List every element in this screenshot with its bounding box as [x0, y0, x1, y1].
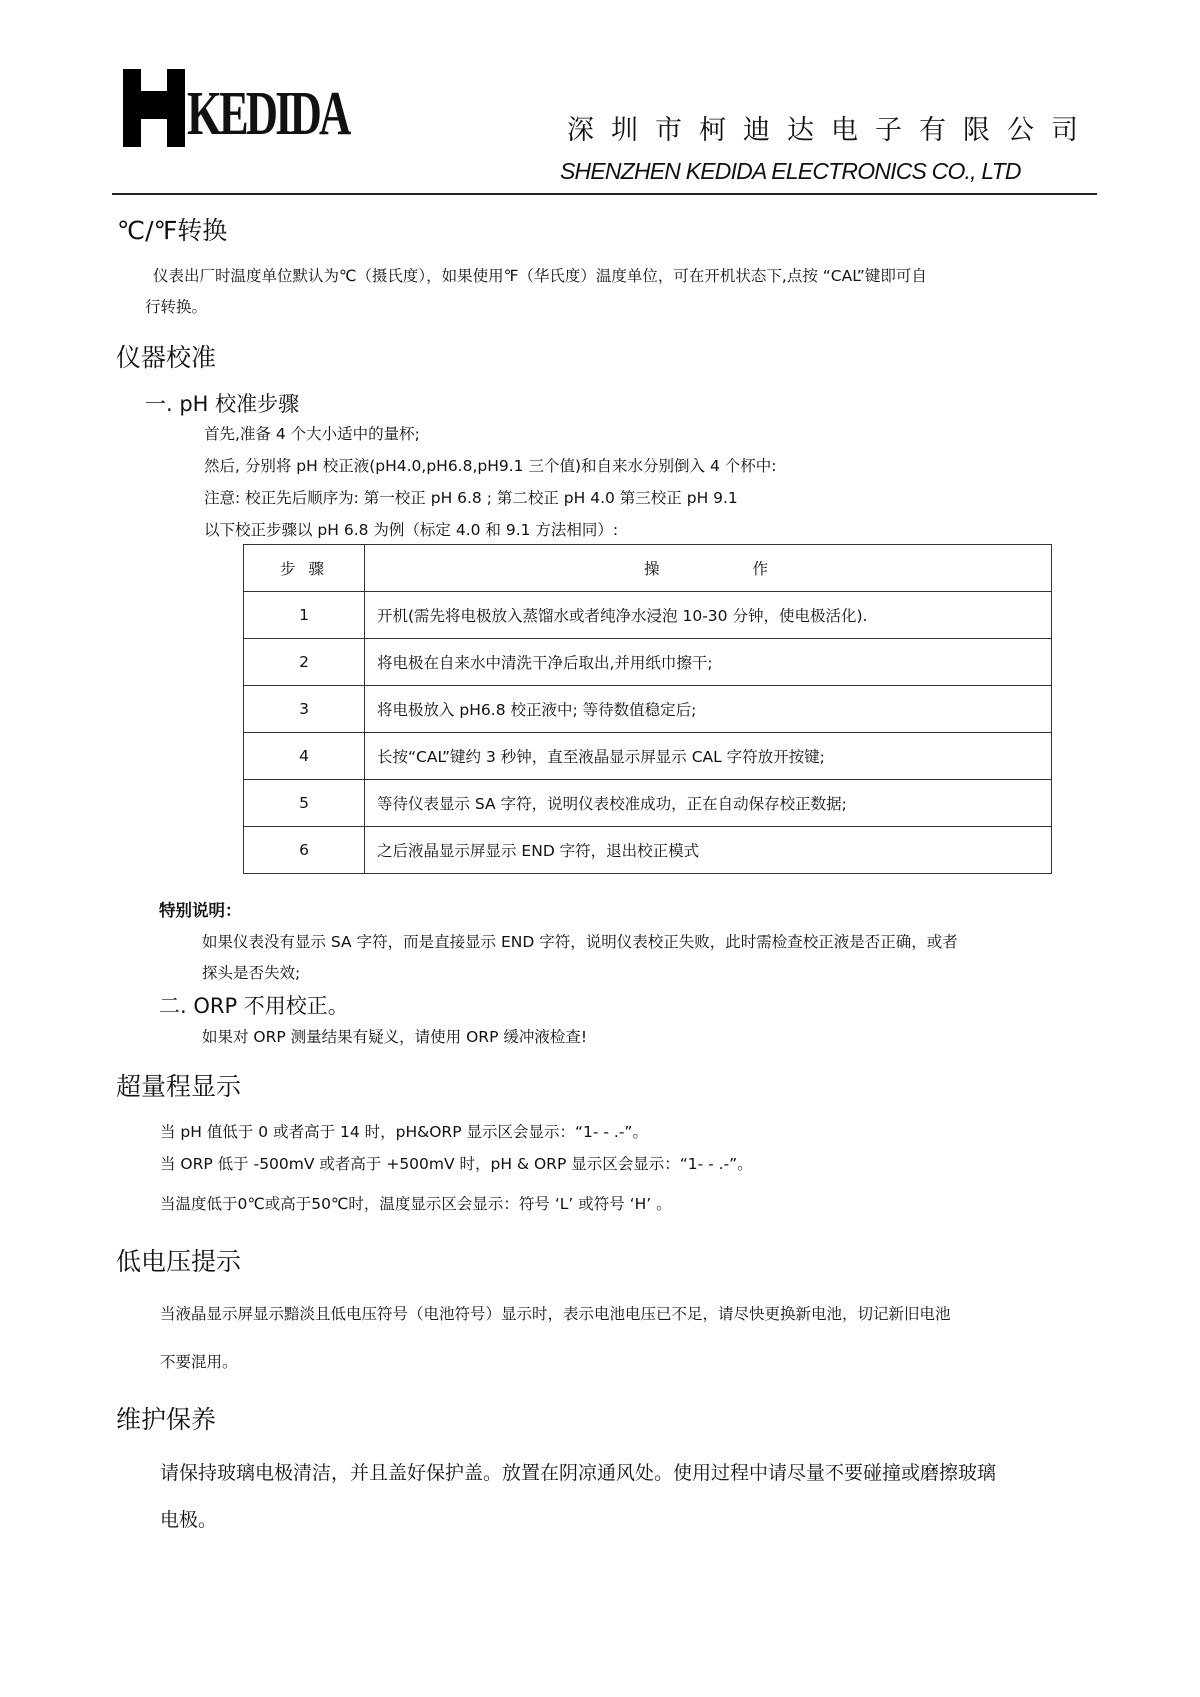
overrange-line: 当 ORP 低于 -500mV 或者高于 +500mV 时，pH & ORP 显示区会显示：“1- - .-”。: [160, 1155, 753, 1173]
temp-paragraph-line1: 仪表出厂时温度单位默认为℃（摄氏度），如果使用℉（华氏度）温度单位，可在开机状态下,点按 “CAL”键即可自: [153, 267, 927, 285]
calibration-line: 然后, 分别将 pH 校正液(pH4.0,pH6.8,pH9.1 三个值)和自来水分别倒入 4 个杯中:: [204, 457, 777, 475]
step-number: 3: [244, 686, 365, 733]
table-row: [244, 733, 1052, 780]
low-voltage-line2: 不要混用。: [160, 1353, 238, 1371]
step-operation: 之后液晶显示屏显示 END 字符，退出校正模式: [365, 827, 1052, 874]
logo-mark-icon: [123, 69, 185, 147]
orp-line: 如果对 ORP 测量结果有疑义，请使用 ORP 缓冲液检查!: [202, 1028, 588, 1046]
calibration-line: 以下校正步骤以 pH 6.8 为例（标定 4.0 和 9.1 方法相同）:: [204, 521, 619, 539]
special-note-line1: 如果仪表没有显示 SA 字符，而是直接显示 END 字符，说明仪表校正失败，此时需检查校正液是否正确，或者: [202, 933, 958, 951]
step-number: 5: [244, 780, 365, 827]
special-note-title: 特别说明：: [159, 901, 242, 920]
company-logo: [123, 69, 363, 147]
maintenance-line1: 请保持玻璃电极清洁，并且盖好保护盖。放置在阴凉通风处。使用过程中请尽量不要碰撞或磨擦玻璃: [160, 1462, 997, 1484]
table-row: [244, 639, 1052, 686]
overrange-line: 当 pH 值低于 0 或者高于 14 时，pH&ORP 显示区会显示：“1- - .-”。: [160, 1123, 648, 1141]
step-operation: 长按“CAL”键约 3 秒钟，直至液晶显示屏显示 CAL 字符放开按键;: [365, 733, 1052, 780]
company-name-cn: 深圳市柯迪达电子有限公司: [567, 115, 1095, 146]
step-operation: 将电极在自来水中清洗干净后取出,并用纸巾擦干;: [365, 639, 1052, 686]
calibration-line: 首先,准备 4 个大小适中的量杯;: [204, 425, 420, 443]
table-row: [244, 686, 1052, 733]
table-row: [244, 827, 1052, 874]
overrange-line: 当温度低于0℃或高于50℃时，温度显示区会显示：符号 ‘L’ 或符号 ‘H’ 。: [160, 1195, 672, 1213]
company-name-en: SHENZHEN KEDIDA ELECTRONICS CO., LTD: [560, 158, 1021, 184]
orp-title: 二. ORP 不用校正。: [159, 994, 349, 1018]
header-divider: [112, 193, 1097, 195]
maintenance-line2: 电极。: [160, 1509, 218, 1531]
section-title-overrange: 超量程显示: [116, 1072, 242, 1101]
section-title-calibration: 仪器校准: [116, 343, 217, 372]
step-operation: 开机(需先将电极放入蒸馏水或者纯净水浸泡 10-30 分钟，使电极活化).: [365, 592, 1052, 639]
logo-text: KEDIDA: [187, 80, 349, 148]
temp-paragraph-line2: 行转换。: [145, 298, 208, 316]
table-row: [244, 780, 1052, 827]
table-header-row: [244, 545, 1052, 592]
calibration-steps-table: [243, 544, 1052, 874]
section-title-maintenance: 维护保养: [116, 1405, 217, 1434]
section-title-low-voltage: 低电压提示: [116, 1247, 242, 1276]
table-row: [244, 592, 1052, 639]
step-number: 1: [244, 592, 365, 639]
low-voltage-line1: 当液晶显示屏显示黯淡且低电压符号（电池符号）显示时，表示电池电压已不足，请尽快更换新电池，切记新旧电池: [160, 1305, 951, 1323]
step-number: 4: [244, 733, 365, 780]
header-operation: 操 作: [365, 545, 1052, 592]
step-number: 6: [244, 827, 365, 874]
step-operation: 将电极放入 pH6.8 校正液中; 等待数值稳定后;: [365, 686, 1052, 733]
step-number: 2: [244, 639, 365, 686]
special-note-line2: 探头是否失效;: [202, 964, 301, 982]
step-operation: 等待仪表显示 SA 字符，说明仪表校准成功，正在自动保存校正数据;: [365, 780, 1052, 827]
header-step: 步 骤: [244, 545, 365, 592]
calibration-line: 注意: 校正先后顺序为: 第一校正 pH 6.8 ; 第二校正 pH 4.0 第三校正 pH 9.1: [204, 489, 738, 507]
ph-calibration-title: 一. pH 校准步骤: [145, 392, 300, 416]
section-title-temp: ℃/℉转换: [117, 216, 228, 245]
